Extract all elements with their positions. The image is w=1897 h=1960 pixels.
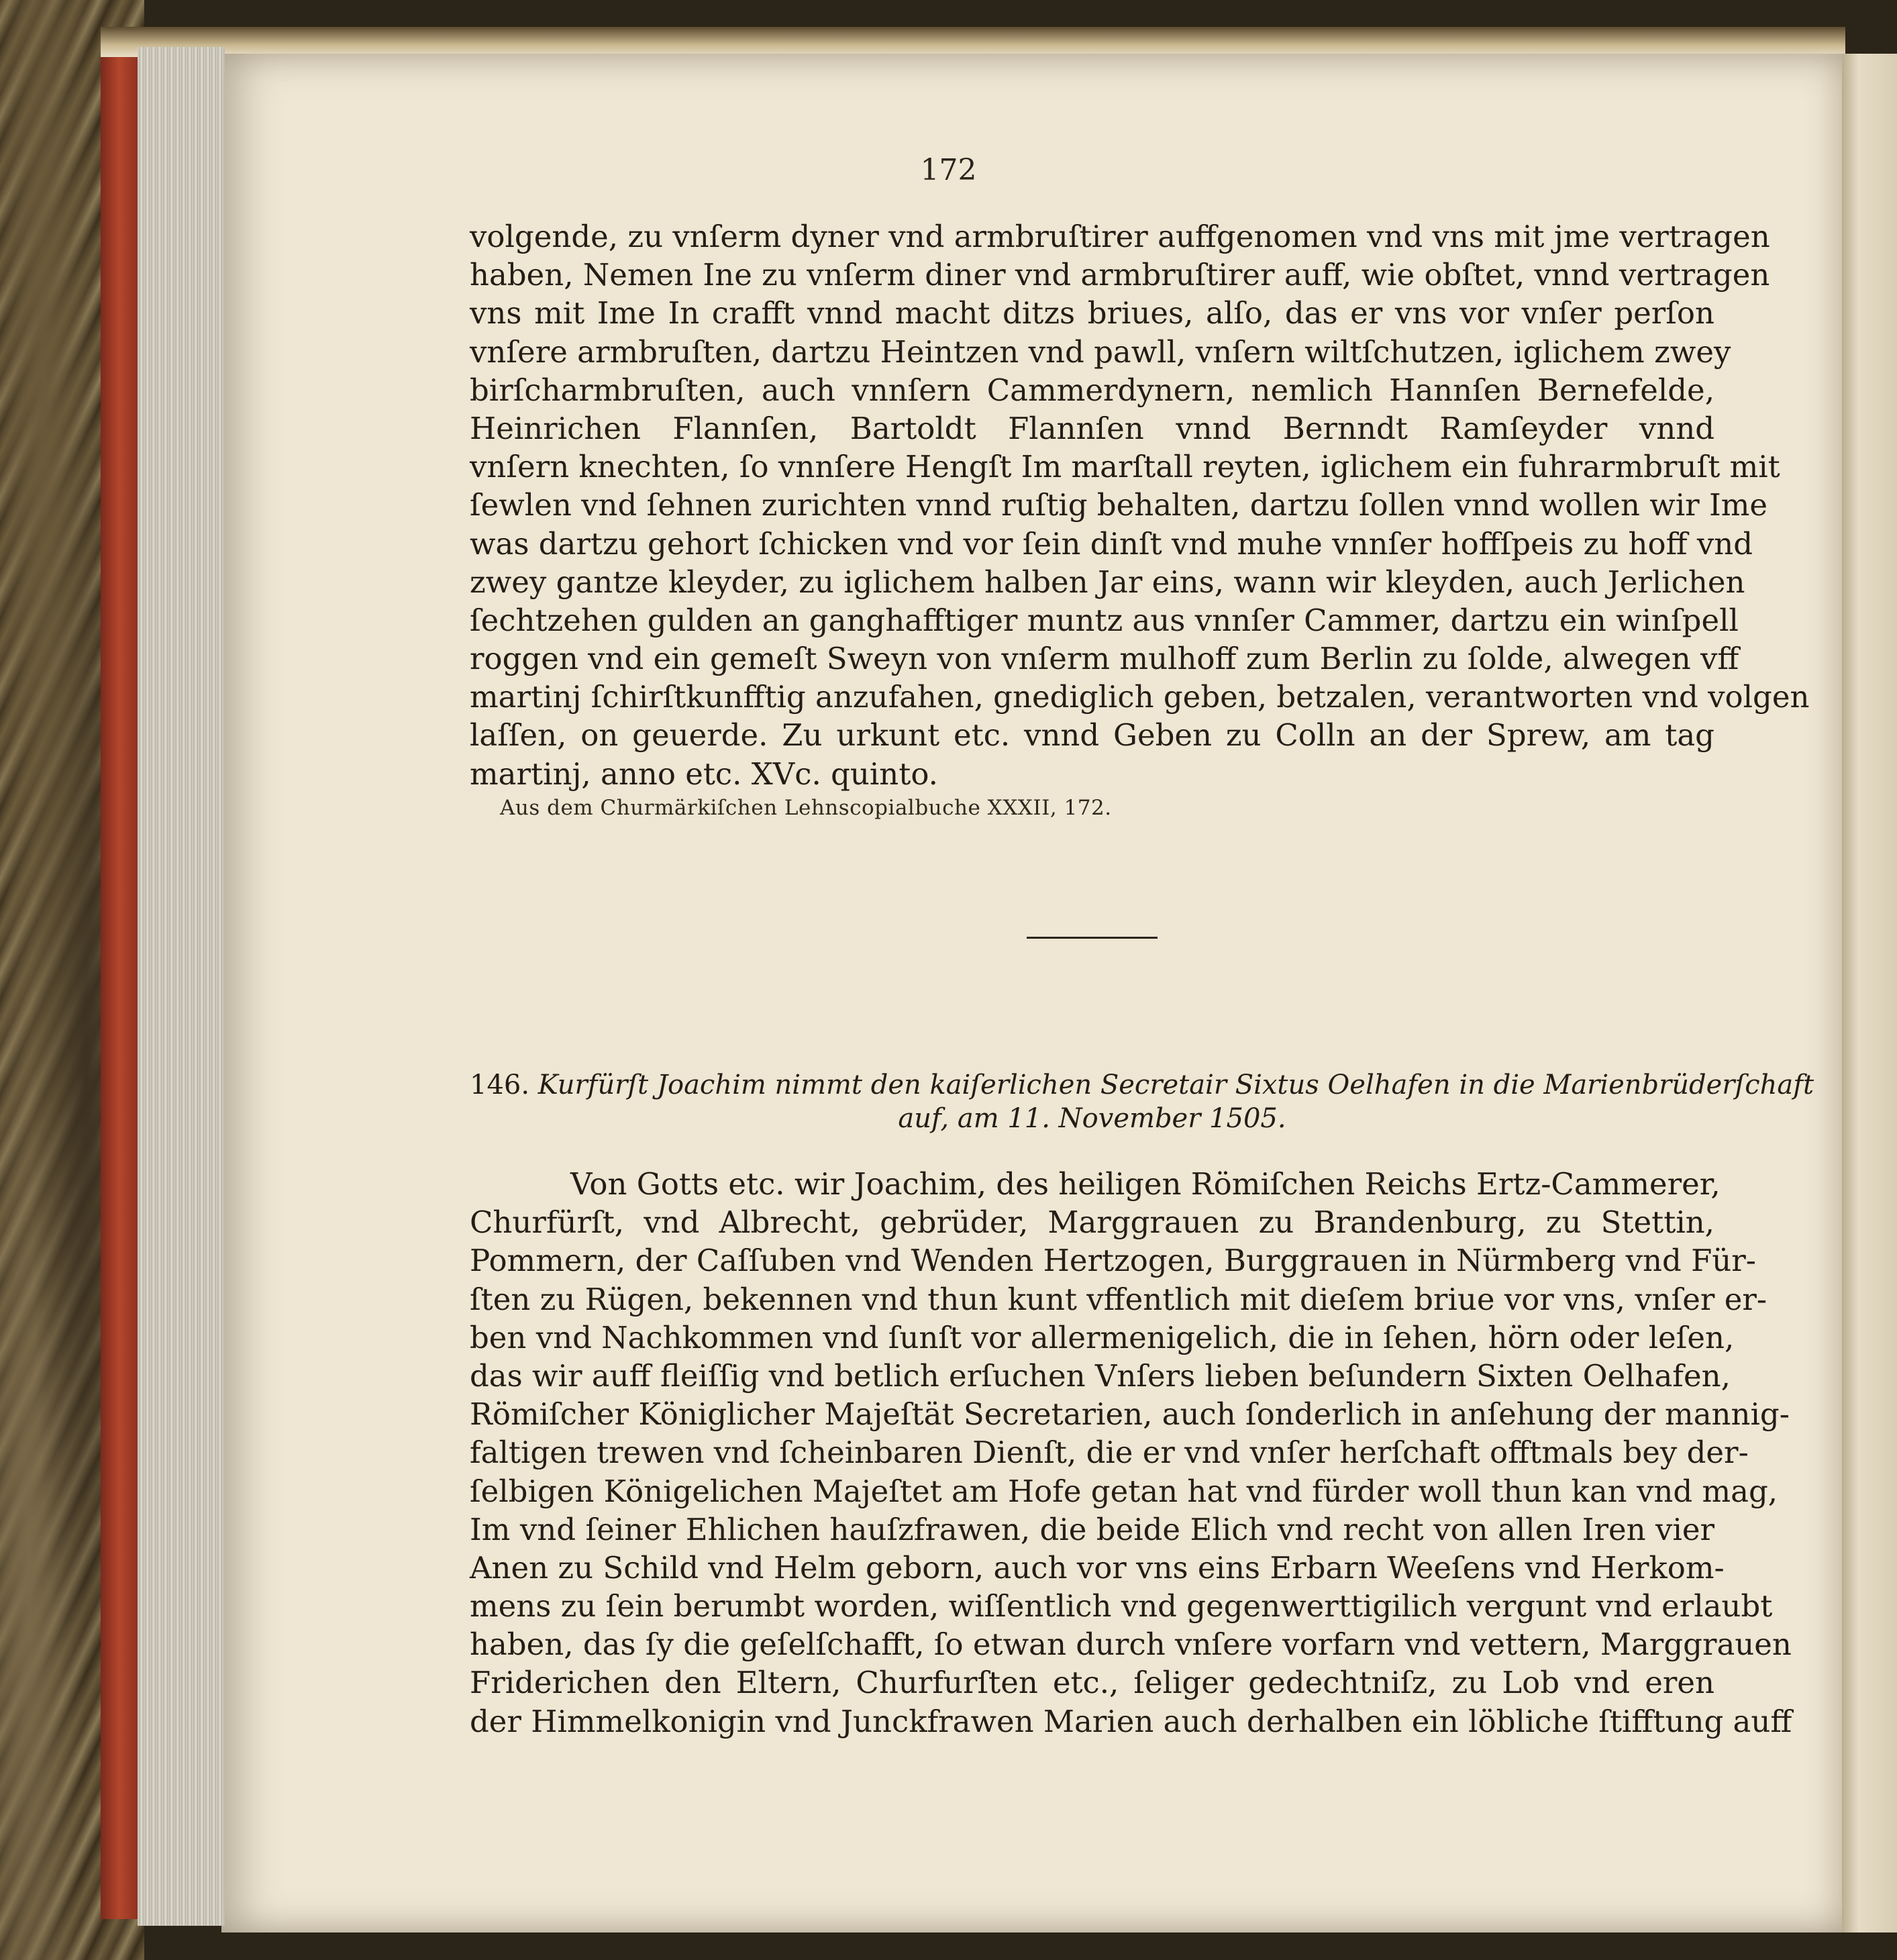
document-heading xyxy=(470,1068,1814,1135)
text-line: Im vnd ſeiner Ehlichen hauſzfrawen, die beide Elich vnd recht von allen Iren vier xyxy=(470,1511,1714,1547)
facing-page-edge xyxy=(1842,54,1897,1932)
text-line: ſelbigen Königelichen Majeſtet am Hofe getan hat vnd fürder woll thun kan vnd mag, xyxy=(470,1473,1778,1509)
document-number: 146. xyxy=(470,1070,530,1100)
page-number: 172 xyxy=(920,153,977,187)
text-line: zwey gantze kleyder, zu iglichem halben Jar eins, wann wir kleyden, auch Jerlichen xyxy=(470,564,1745,600)
text-line: Friderichen den Eltern, Churfurſten etc., ſeliger gedechtniſz, zu Lob vnd eren xyxy=(470,1665,1714,1701)
text-line: Churfürſt, vnd Albrecht, gebrüder, Marggrauen zu Brandenburg, zu Stettin, xyxy=(470,1204,1714,1241)
upper-text-block xyxy=(470,217,1810,793)
text-line: ſten zu Rügen, bekennen vnd thun kunt vffentlich mit dieſem briue vor vns, vnſer er- xyxy=(470,1281,1767,1317)
text-line: der Himmelkonigin vnd Junckfrawen Marien auch derhalben ein löbliche ſtifftung auff xyxy=(470,1703,1792,1739)
source-note: Aus dem Churmärkiſchen Lehnscopialbuche XXXII, 172. xyxy=(500,796,1112,820)
text-line: ſewlen vnd ſehnen zurichten vnnd ruſtig behalten, dartzu ſollen vnnd wollen wir Ime xyxy=(470,487,1768,523)
text-line: faltigen trewen vnd ſcheinbaren Dienſt, die er vnd vnſer herſchaft offtmals bey der- xyxy=(470,1435,1749,1471)
text-line: ben vnd Nachkommen vnd ſunſt vor allermenigelich, die in ſehen, hörn oder leſen, xyxy=(470,1319,1735,1355)
text-line: martinj ſchirſtkunfftig anzufahen, gnediglich geben, betzalen, verantworten vnd volgen xyxy=(470,679,1810,715)
text-line: vnſern knechten, ſo vnnſere Hengſt Im marſtall reyten, iglichem ein fuhrarmbruſt mit xyxy=(470,449,1780,485)
text-line: haben, das ſy die geſelſchafft, ſo etwan durch vnſere vorfarn vnd vettern, Marggrauen xyxy=(470,1627,1792,1663)
text-line: ſechtzehen gulden an ganghafftiger muntz aus vnnſer Cammer, dartzu ein winſpell xyxy=(470,602,1739,638)
text-line: vns mit Ime In crafft vnnd macht ditzs briues, alſo, das er vns vor vnſer perſon xyxy=(470,295,1714,331)
top-page-edge xyxy=(101,27,1845,57)
text-line: birſcharmbruſten, auch vnnſern Cammerdynern, nemlich Hannſen Bernefelde, xyxy=(470,372,1714,408)
text-line: mens zu ſein berumbt worden, wiſſentlich vnd gegenwerttigilich vergunt vnd erlaubt xyxy=(470,1588,1773,1624)
text-line: das wir auff fleiſſig vnd betlich erſuchen Vnſers lieben beſundern Sixten Oelhafen, xyxy=(470,1357,1731,1394)
lower-text-block xyxy=(470,1165,1792,1741)
text-line: haben, Nemen Ine zu vnſerm diner vnd armbruſtirer auff, wie obſtet, vnnd vertragen xyxy=(470,257,1770,293)
text-line: Römiſcher Königlicher Majeſtät Secretarien, auch ſonderlich in anſehung der mannig- xyxy=(470,1396,1790,1433)
text-line: martinj, anno etc. XVc. quinto. xyxy=(470,756,938,792)
text-line: Von Gotts etc. wir Joachim, des heiligen Römiſchen Reichs Ertz-Cammerer, xyxy=(570,1166,1721,1202)
heading-line-1 xyxy=(470,1068,1814,1102)
page-stack-edge xyxy=(138,47,225,1926)
text-line: roggen vnd ein gemeſt Sweyn von vnſerm mulhoff zum Berlin zu ſolde, alwegen vff xyxy=(470,641,1739,677)
text-line: vnſere armbruſten, dartzu Heintzen vnd pawll, vnſern wiltſchutzen, iglichem zwey xyxy=(470,333,1731,370)
text-line: volgende, zu vnſerm dyner vnd armbruſtirer auffgenomen vnd vns mit jme vertragen xyxy=(470,219,1770,254)
text-line: was dartzu gehort ſchicken vnd vor ſein dinſt vnd muhe vnnſer hoffſpeis zu hoff vnd xyxy=(470,525,1753,562)
heading-line-2: auf, am 11. November 1505. xyxy=(898,1103,1286,1134)
text-line: laſſen, on geuerde. Zu urkunt etc. vnnd Geben zu Colln an der Sprew, am tag xyxy=(470,717,1714,754)
heading-text: Kurfürſt Joachim nimmt den kaiſerlichen Secretair Sixtus Oelhafen in die Marienbrüderſchaft xyxy=(537,1070,1814,1100)
text-line: Pommern, der Caſſuben vnd Wenden Hertzogen, Burggrauen in Nürmberg vnd Für- xyxy=(470,1243,1757,1279)
section-divider xyxy=(1027,937,1158,939)
text-line: Anen zu Schild vnd Helm geborn, auch vor vns eins Erbarn Weeſens vnd Herkom- xyxy=(470,1549,1725,1586)
text-line: Heinrichen Flannſen, Bartoldt Flannſen vnnd Bernndt Ramſeyder vnnd xyxy=(470,410,1714,446)
